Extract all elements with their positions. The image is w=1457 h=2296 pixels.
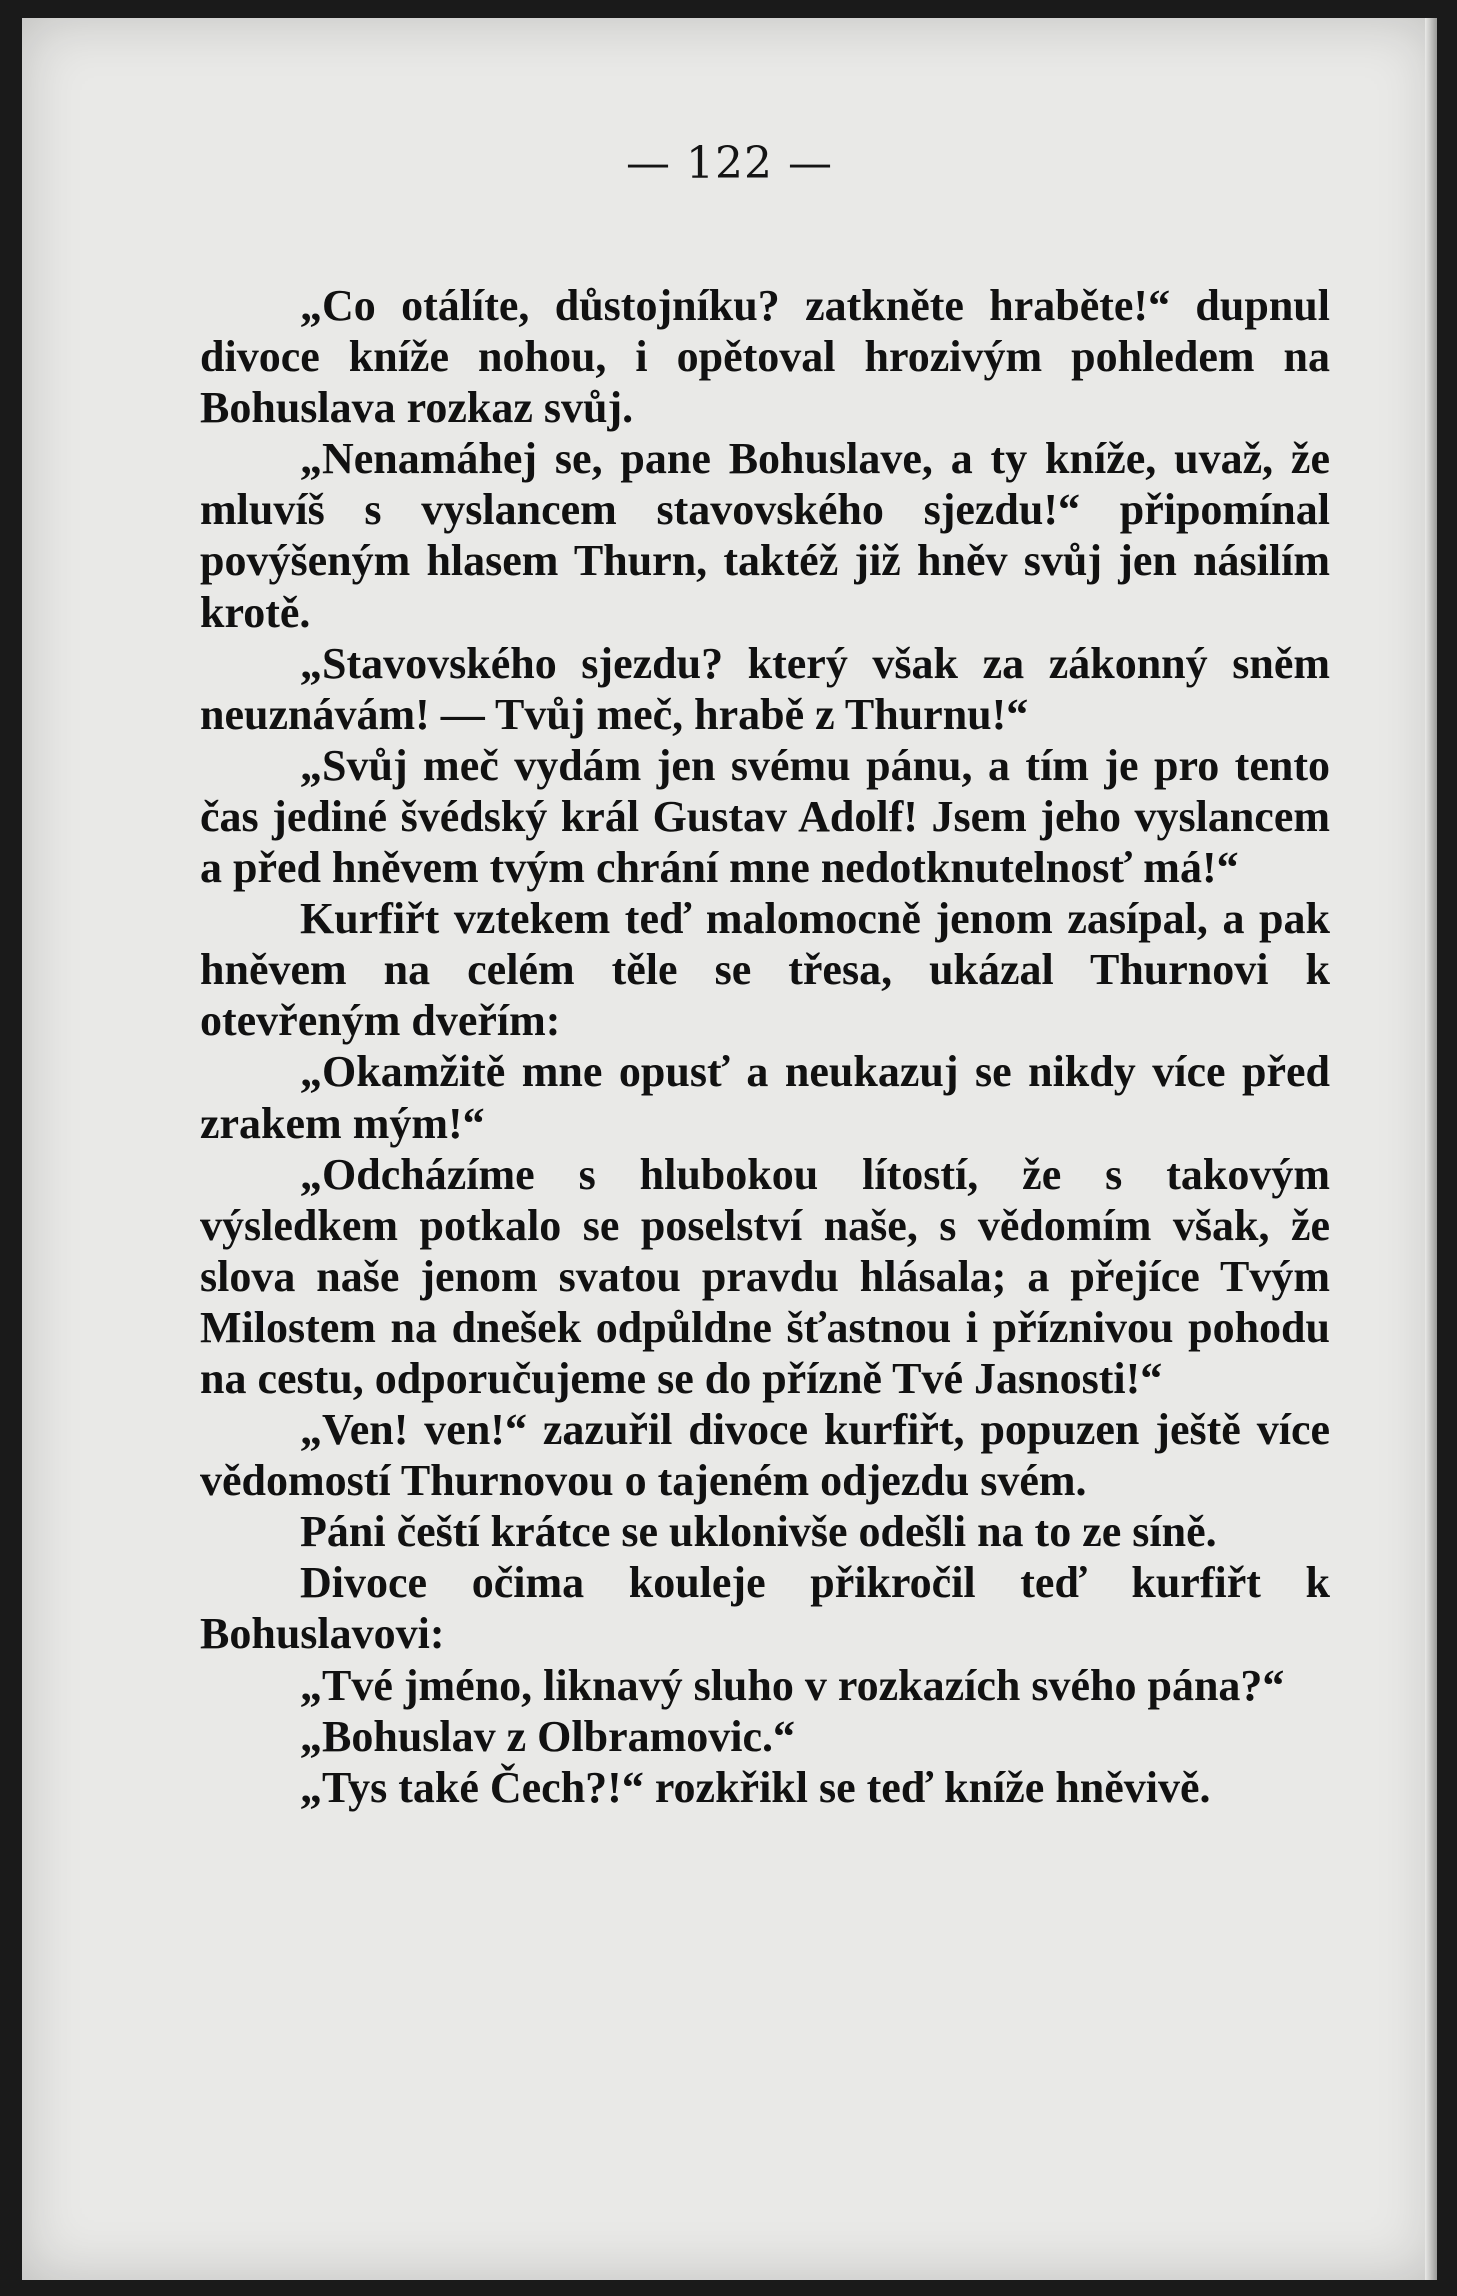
paragraph: „Tvé jméno, liknavý sluho v rozkazích svého pána?“ (300, 1660, 1285, 1710)
paragraph: „Odcházíme s hlubokou lítostí, že s takovým výsledkem potkalo se poselství naše, s vědomím však, že slova naše jenom svatou pravdu hlásala; a přejíce Tvým Milostem na dnešek odpůldne šťastnou i příznivou pohodu na cestu, odporučujeme se do přízně Tvé Jasnosti!“ (200, 1149, 1330, 1403)
paragraph: „Stavovského sjezdu? který však za zákonný sněm neuznávám! — Tvůj meč, hrabě z Thurnu!“ (200, 638, 1330, 739)
body-text (200, 280, 1330, 1813)
paragraph: „Ven! ven!“ zazuřil divoce kurfiřt, popuzen ještě více vědomostí Thurnovou o tajeném odjezdu svém. (200, 1405, 1330, 1506)
paragraph: „Bohuslav z Olbramovic.“ (300, 1711, 796, 1761)
page-edge (1425, 18, 1437, 2280)
book-page (22, 18, 1437, 2280)
paragraph: „Tys také Čech?!“ rozkřikl se teď kníže hněvivě. (300, 1762, 1211, 1812)
paragraph: „Okamžitě mne opusť a neukazuj se nikdy více před zrakem mým!“ (200, 1047, 1330, 1148)
page-number: — 122 — (626, 138, 833, 189)
paragraph: „Nenamáhej se, pane Bohuslave, a ty kníže, uvaž, že mluvíš s vyslancem stavovského sjezdu!“ připomínal povýšeným hlasem Thurn, taktéž již hněv svůj jen násilím krotě. (200, 434, 1330, 637)
paragraph: „Co otálíte, důstojníku? zatkněte hraběte!“ dupnul divoce kníže nohou, i opětoval hrozivým pohledem na Bohuslava rozkaz svůj. (200, 281, 1330, 433)
paragraph: Kurfiřt vztekem teď malomocně jenom zasípal, a pak hněvem na celém těle se třesa, ukázal Thurnovi k otevřeným dveřím: (200, 894, 1330, 1046)
paragraph: „Svůj meč vydám jen svému pánu, a tím je pro tento čas jediné švédský král Gustav Adolf! Jsem jeho vyslancem a před hněvem tvým chrání mne nedotknutelnosť má!“ (200, 740, 1330, 893)
paragraph: Divoce očima kouleje přikročil teď kurfiřt k Bohuslavovi: (200, 1558, 1330, 1659)
paragraph: Páni čeští krátce se uklonivše odešli na to ze síně. (300, 1507, 1217, 1557)
